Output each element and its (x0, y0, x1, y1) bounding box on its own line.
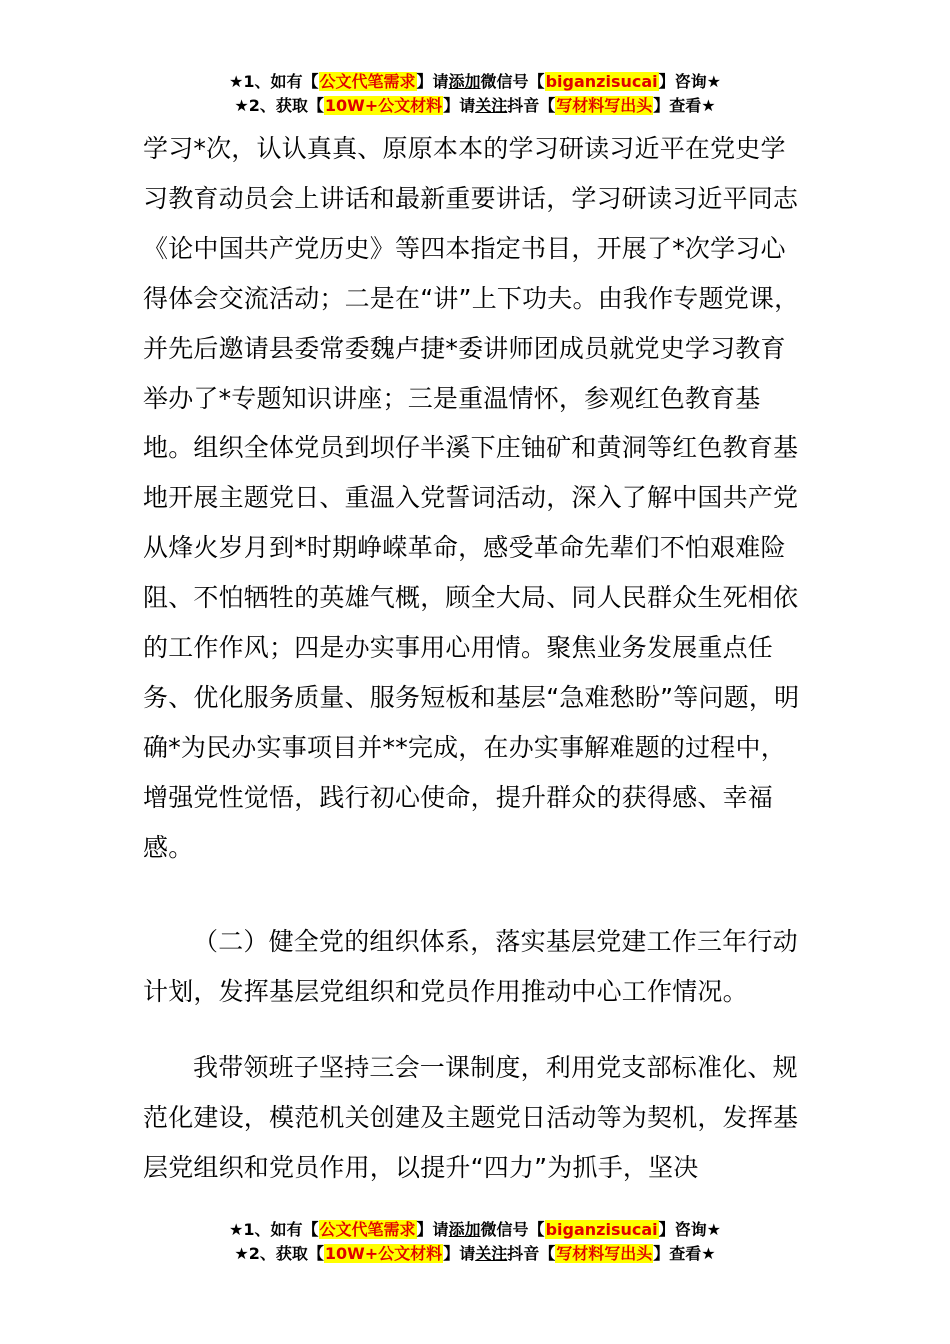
highlight-douyin-account: 写材料写出头 (556, 1244, 653, 1263)
banner-line-1 (0, 70, 950, 94)
paragraph-text: 我带领班子坚持三会一课制度，利用党支部标准化、规范化建设，模范机关创建及主题党日活动等为契机，发挥基层党组织和党员作用，以提升“四力”为抓手，坚决 (143, 1053, 799, 1182)
body-paragraph-3 (143, 1043, 807, 1193)
underlined-add: 添加 (448, 72, 481, 91)
header-banner (0, 70, 950, 118)
highlight-douyin-account: 写材料写出头 (556, 96, 653, 115)
banner-text: 】查看★ (653, 1244, 716, 1263)
banner-line-2 (0, 1242, 950, 1266)
banner-text: 抖音【 (507, 1244, 556, 1263)
banner-text: ★2、获取【 (234, 1244, 324, 1263)
banner-line-1 (0, 1218, 950, 1242)
banner-text: 】请 (416, 1220, 449, 1239)
underlined-add: 添加 (448, 1220, 481, 1239)
banner-text: ★1、如有【 (229, 72, 319, 91)
highlight-service: 公文代笔需求 (319, 1220, 416, 1239)
section-heading-2 (143, 917, 807, 1017)
banner-text: ★1、如有【 (229, 1220, 319, 1239)
banner-text: 】咨询★ (658, 72, 721, 91)
banner-text: 抖音【 (507, 96, 556, 115)
highlight-wechat-id: biganzisucai (545, 72, 658, 91)
banner-text: 】请 (416, 72, 449, 91)
highlight-materials: 10W+公文材料 (324, 96, 443, 115)
banner-text: 】请 (443, 1244, 476, 1263)
underlined-follow: 关注 (475, 1244, 508, 1263)
paragraph-text: 学习*次，认认真真、原原本本的学习研读习近平在党史学习教育动员会上讲话和最新重要讲话，学习研读习近平同志《论中国共产党历史》等四本指定书目，开展了*次学习心得体会交流活动；二是在“讲”上下功夫。由我作专题党课，并先后邀请县委常委魏卢捷*委讲师团成员就党史学习教育举办了*专题知识讲座；三是重温情怀，参观红色教育基地。组织全体党员到坝仔半溪下庄铀矿和黄洞等红色教育基地开展主题党日、重温入党誓词活动，深入了解中国共产党从烽火岁月到*时期峥嵘革命，感受革命先辈们不怕艰难险阻、不怕牺牲的英雄气概，顾全大局、同人民群众生死相依的工作作风；四是办实事用心用情。聚焦业务发展重点任务、优化服务质量、服务短板和基层“急难愁盼”等问题，明确*为民办实事项目并**完成，在办实事解难题的过程中，增强党性觉悟，践行初心使命，提升群众的获得感、幸福感。 (143, 134, 800, 862)
highlight-wechat-id: biganzisucai (545, 1220, 658, 1239)
banner-text: 】查看★ (653, 96, 716, 115)
banner-text: 】请 (443, 96, 476, 115)
underlined-follow: 关注 (475, 96, 508, 115)
highlight-materials: 10W+公文材料 (324, 1244, 443, 1263)
banner-line-2 (0, 94, 950, 118)
banner-text: 微信号【 (480, 1220, 545, 1239)
highlight-service: 公文代笔需求 (319, 72, 416, 91)
heading-text: （二）健全党的组织体系，落实基层党建工作三年行动计划，发挥基层党组织和党员作用推动中心工作情况。 (143, 927, 798, 1006)
banner-text: 】咨询★ (658, 1220, 721, 1239)
body-paragraph-1 (143, 124, 807, 873)
footer-banner (0, 1218, 950, 1266)
banner-text: ★2、获取【 (234, 96, 324, 115)
banner-text: 微信号【 (480, 72, 545, 91)
